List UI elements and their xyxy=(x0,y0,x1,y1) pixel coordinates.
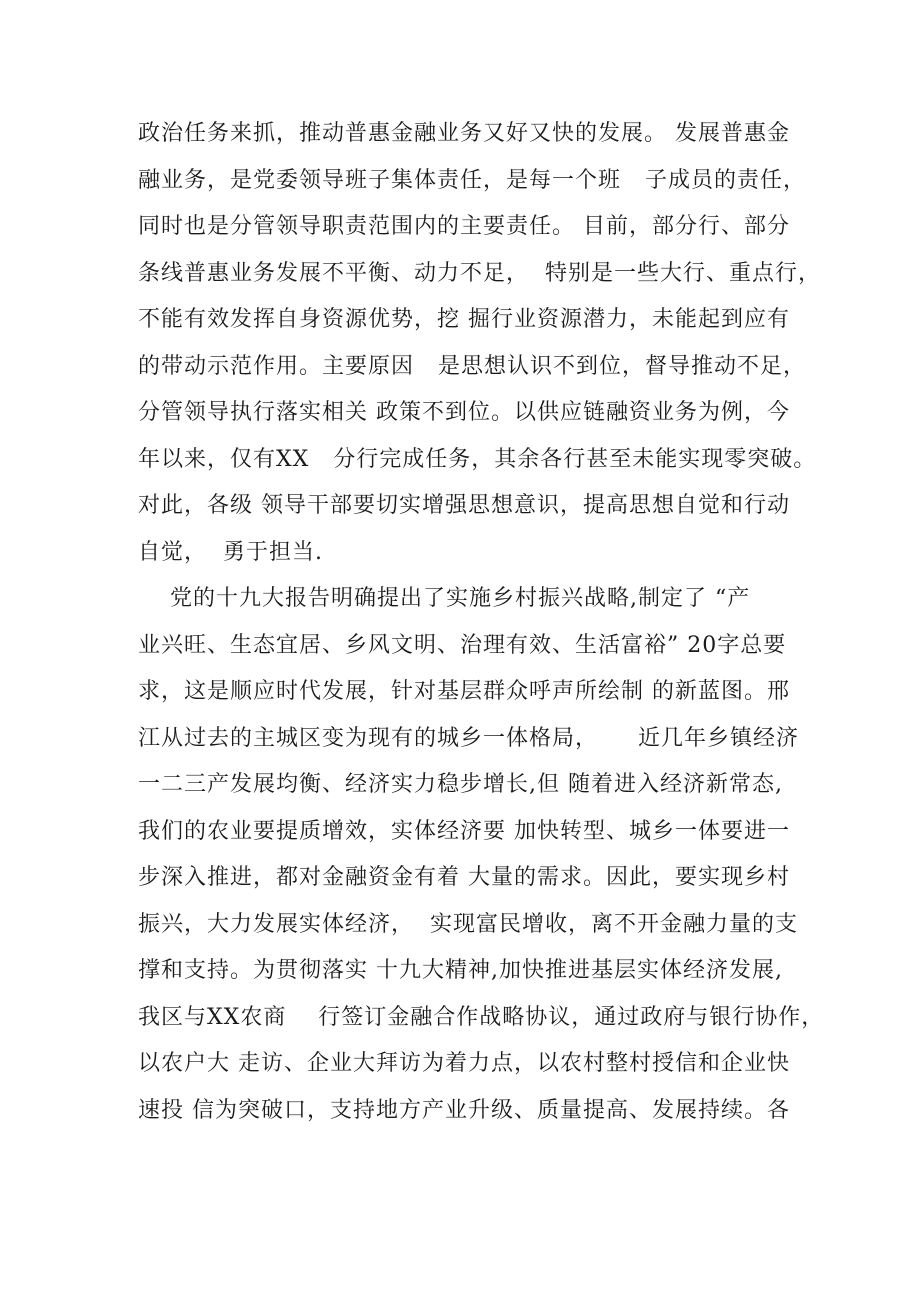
text-line: 速投 信为突破口，支持地方产业升级、质量提高、发展持续。各 xyxy=(138,1097,790,1123)
body-text xyxy=(138,111,825,1134)
text-line: 同时也是分管领导职责范围内的主要责任。 目前，部分行、部分 xyxy=(138,214,790,239)
text-line: 对此，各级 领导干部要切实增强思想意识，提高思想自觉和行动 xyxy=(138,493,790,518)
text-line: 我区与XX农商 行签订金融合作战略协议，通过政府与银行协作， xyxy=(138,1004,825,1030)
text-line: 撑和支持。为贯彻落实 十九大精神,加快推进基层实体经济发展, xyxy=(138,958,783,983)
text-line: 一二三产发展均衡、经济实力稳步增长,但 随着进入经济新常态, xyxy=(138,772,783,797)
text-line: 条线普惠业务发展不平衡、动力不足， 特别是一些大行、重点行， xyxy=(138,260,821,286)
text-line: 政治任务来抓，推动普惠金融业务又好又快的发展。 发展普惠金 xyxy=(138,121,790,146)
text-line: 江从过去的主城区变为现有的城乡一体格局， 近几年乡镇经济 xyxy=(138,725,799,751)
text-line: 以农户大 走访、企业大拜访为着力点，以农村整村授信和企业快 xyxy=(138,1051,790,1076)
text-line: 分管领导执行落实相关 政策不到位。以供应链融资业务为例，今 xyxy=(138,400,790,425)
text-line: 求，这是顺应时代发展，针对基层群众呼声所绘制 的新蓝图。邢 xyxy=(138,679,790,704)
text-line: 我们的农业要提质增效，实体经济要 加快转型、城乡一体要进一 xyxy=(138,818,790,844)
text-line: 步深入推进，都对金融资金有着 大量的需求。因此，要实现乡村 xyxy=(138,865,790,890)
text-line: 自觉， 勇于担当. xyxy=(138,539,323,565)
text-line: 年以来，仅有XX 分行完成任务，其余各行甚至未能实现零突破。 xyxy=(138,446,817,472)
text-line: 的带动示范作用。主要原因 是思想认识不到位，督导推动不足， xyxy=(138,353,806,379)
text-line: 不能有效发挥自身资源优势，挖 掘行业资源潜力，未能起到应有 xyxy=(138,307,790,332)
text-line: 党的十九大报告明确提出了实施乡村振兴战略,制定了 “产 xyxy=(138,586,751,611)
text-line: 振兴，大力发展实体经济， 实现富民增收，离不开金融力量的支 xyxy=(138,911,798,937)
text-line: 融业务，是党委领导班子集体责任，是每一个班 子成员的责任， xyxy=(138,167,806,193)
text-line: 业兴旺、生态宜居、乡风文明、治理有效、生活富裕” 20字总要 xyxy=(138,632,787,658)
